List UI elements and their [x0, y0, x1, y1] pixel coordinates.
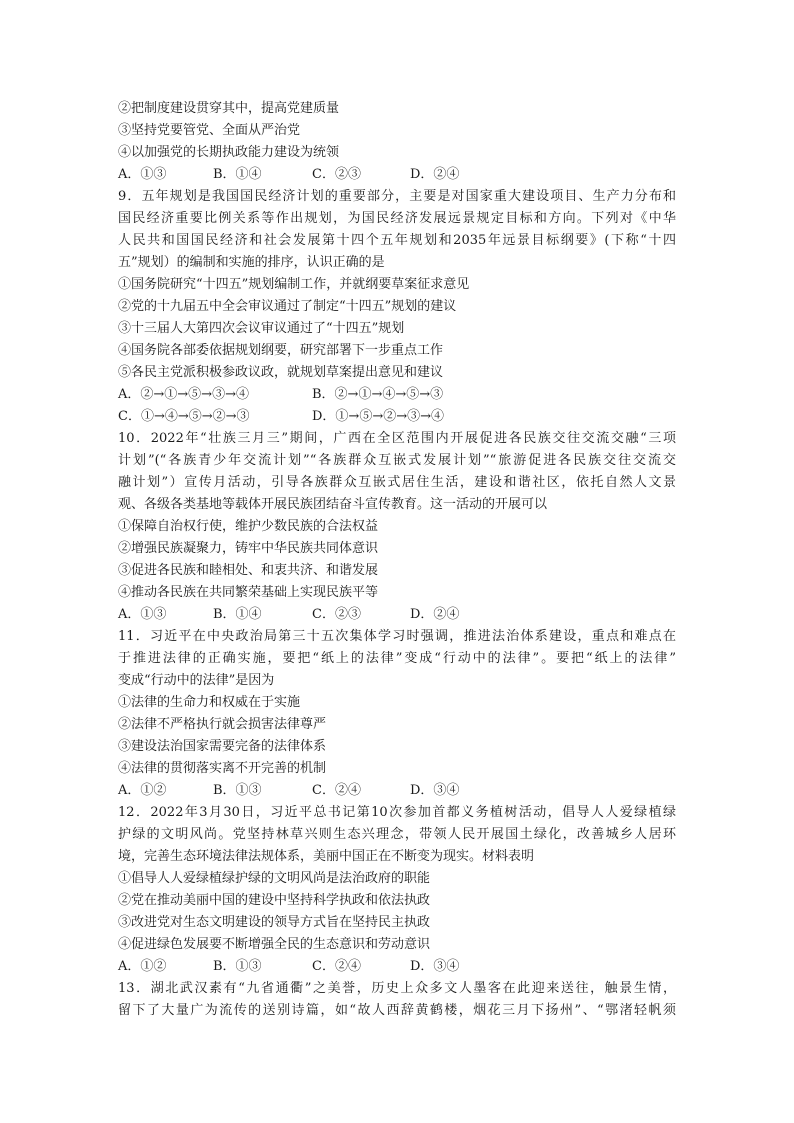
question-11 — [118, 626, 676, 802]
stem-line: 计划”(“各族青少年交流计划”“各族群众互嵌式发展计划”“旅游促进各民族交往交流交 — [118, 453, 676, 468]
option-b: B．①④ — [213, 167, 262, 182]
stem-line: 五”规划）的编制和实施的排序，认识正确的是 — [118, 255, 385, 270]
option-a: A．①③ — [118, 167, 167, 182]
option-b: B．①④ — [213, 607, 262, 622]
stem-line: 留下了大量广为流传的送别诗篇，如“故人西辞黄鹤楼，烟花三月下扬州”、“鄂渚轻帆须 — [118, 1003, 676, 1018]
statement-line: ③坚持党要管党、全面从严治党 — [118, 123, 301, 138]
statement-line: ③促进各民族和睦相处、和衷共济、和谐发展 — [118, 563, 379, 578]
statement-line: ③建设法治国家需要完备的法律体系 — [118, 739, 327, 754]
options-row — [118, 780, 676, 802]
stem-line: 12．2022年3月30日，习近平总书记第10次参加首都义务植树活动，倡导人人爱绿植绿 — [118, 805, 676, 820]
option-d: D．②④ — [410, 167, 460, 182]
stem-line: 融计划”）宣传月活动，引导各族群众互嵌式居住生活，建设和谐社区，依托自然人文景 — [118, 475, 676, 490]
option-d: D．②④ — [410, 607, 460, 622]
option-d: D．③④ — [410, 959, 460, 974]
stem-line: 国民经济重要比例关系等作出规划，为国民经济发展远景规定目标和方向。下列对《中华 — [118, 211, 676, 226]
statement-line: ②增强民族凝聚力，铸牢中华民族共同体意识 — [118, 541, 379, 556]
option-b: B．①③ — [213, 959, 262, 974]
options-row — [118, 384, 676, 406]
statement-line: ①国务院研究“十四五”规划编制工作，并就纲要草案征求意见 — [118, 277, 470, 292]
statement-line: ④以加强党的长期执政能力建设为统领 — [118, 145, 340, 160]
statement-line: ①保障自治权行使，维护少数民族的合法权益 — [118, 519, 379, 534]
options-row — [118, 956, 676, 978]
statement-line: ③十三届人大第四次会议审议通过了“十四五”规划 — [118, 321, 405, 336]
stem-line: 观、各级各类基地等载体开展民族团结奋斗宣传教育。这一活动的开展可以 — [118, 497, 548, 512]
statement-line: ④法律的贯彻落实离不开完善的机制 — [118, 761, 327, 776]
statement-line: ③改进党对生态文明建设的领导方式旨在坚持民主执政 — [118, 915, 431, 930]
stem-line: 11．习近平在中央政治局第三十五次集体学习时强调，推进法治体系建设，重点和难点在 — [118, 629, 676, 644]
exam-page — [118, 98, 676, 1022]
statement-line: ④促进绿色发展要不断增强全民的生态意识和劳动意识 — [118, 937, 431, 952]
options-row — [118, 604, 676, 626]
question-10 — [118, 428, 676, 626]
stem-line: 13．湖北武汉素有“九省通衢”之美誉，历史上众多文人墨客在此迎来送往，触景生情， — [118, 981, 676, 996]
stem-line: 变成“行动中的法律”是因为 — [118, 673, 275, 688]
stem-line: 护绿的文明风尚。党坚持林草兴则生态兴理念，带领人民开展国土绿化，改善城乡人居环 — [118, 827, 676, 842]
stem-line: 10．2022年“壮族三月三”期间，广西在全区范围内开展促进各民族交往交流交融“三项 — [118, 431, 676, 446]
option-d: D．③④ — [410, 783, 460, 798]
statement-line: ①倡导人人爱绿植绿护绿的文明风尚是法治政府的职能 — [118, 871, 431, 886]
stem-line: 人民共和国国民经济和社会发展第十四个五年规划和2035年远景目标纲要》(下称“十四 — [118, 233, 676, 248]
question-12 — [118, 802, 676, 978]
option-a: A．①③ — [118, 607, 167, 622]
statement-line: ②法律不严格执行就会损害法律尊严 — [118, 717, 327, 732]
option-a: A．①② — [118, 959, 167, 974]
option-c: C．②③ — [312, 607, 361, 622]
option-b: B．②→①→④→⑤→③ — [312, 387, 444, 402]
option-a: A．①② — [118, 783, 167, 798]
options-row — [118, 164, 676, 186]
statement-line: ④国务院各部委依据规划纲要，研究部署下一步重点工作 — [118, 343, 444, 358]
stem-line: 境，完善生态环境法律法规体系，美丽中国正在不断变为现实。材料表明 — [118, 849, 535, 864]
option-c: C．②④ — [312, 783, 361, 798]
statement-line: ②把制度建设贯穿其中，提高党建质量 — [118, 101, 340, 116]
stem-line: 于推进法律的正确实施，要把“纸上的法律”变成“行动中的法律”。要把“纸上的法律” — [118, 651, 676, 666]
question-13 — [118, 978, 676, 1022]
options-row — [118, 406, 676, 428]
statement-line: ④推动各民族在共同繁荣基础上实现民族平等 — [118, 585, 379, 600]
option-b: B．①③ — [213, 783, 262, 798]
stem-line: 9．五年规划是我国国民经济计划的重要部分，主要是对国家重大建设项目、生产力分布和 — [118, 189, 676, 204]
option-c: C．②④ — [312, 959, 361, 974]
option-c: C．①→④→⑤→②→③ — [118, 409, 250, 424]
question-8 — [118, 98, 676, 186]
statement-line: ②党的十九届五中全会审议通过了制定“十四五”规划的建议 — [118, 299, 457, 314]
statement-line: ②党在推动美丽中国的建设中坚持科学执政和依法执政 — [118, 893, 431, 908]
option-a: A．②→①→⑤→③→④ — [118, 387, 249, 402]
statement-line: ⑤各民主党派积极参政议政，就规划草案提出意见和建议 — [118, 365, 444, 380]
option-d: D．①→⑤→②→③→④ — [312, 409, 444, 424]
question-9 — [118, 186, 676, 428]
statement-line: ①法律的生命力和权威在于实施 — [118, 695, 301, 710]
option-c: C．②③ — [312, 167, 361, 182]
